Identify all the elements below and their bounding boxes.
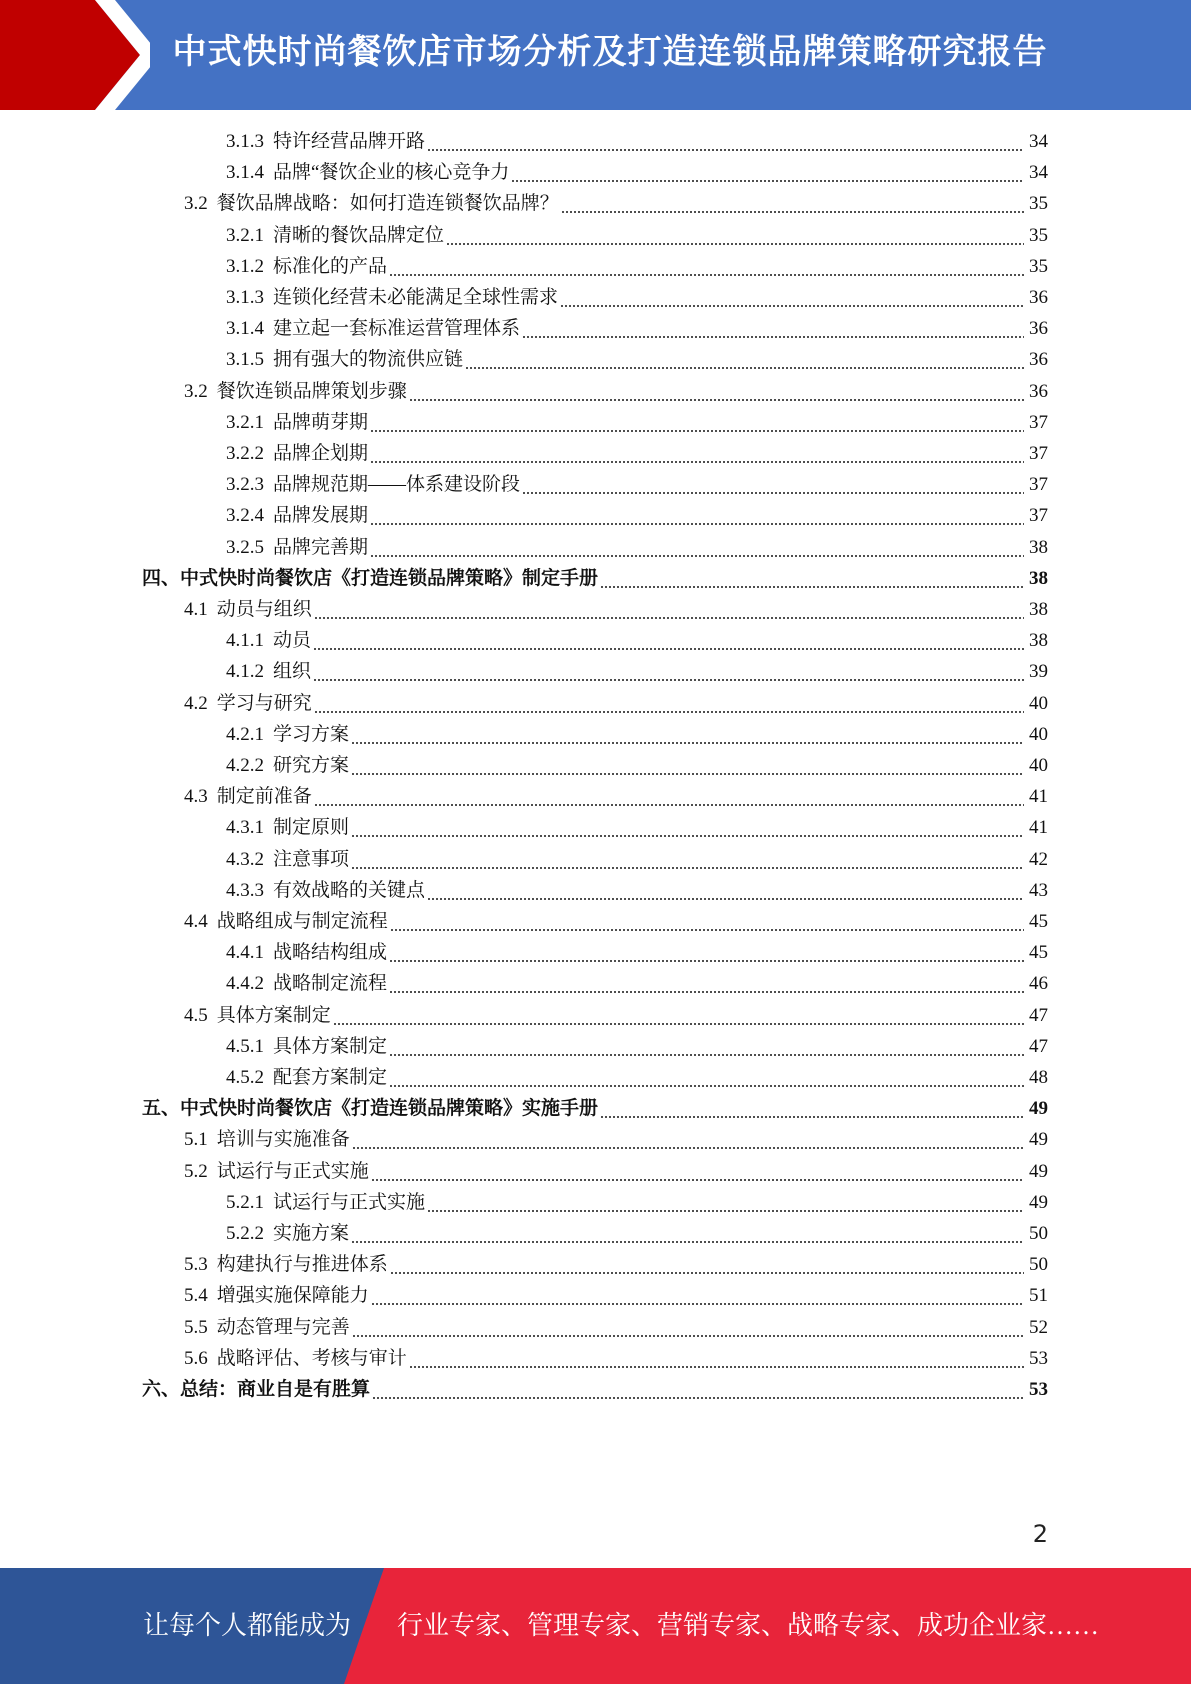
toc-entry-title: 品牌企划期 [273,443,369,464]
page-footer [0,1568,1191,1684]
toc-entry-page: 38 [1029,599,1048,620]
toc-entry-title: 品牌完善期 [273,537,369,558]
toc-entry-page: 50 [1029,1223,1048,1244]
toc-entry-page: 42 [1029,849,1048,870]
toc-entry-page: 50 [1029,1254,1048,1275]
toc-entry-page: 41 [1029,786,1048,807]
toc-entry-title: 培训与实施准备 [216,1129,350,1150]
toc-entry-number: 3.1.3 [226,131,264,152]
toc-entry-title: 标准化的产品 [273,256,388,277]
report-title: 中式快时尚餐饮店市场分析及打造连锁品牌策略研究报告 [172,32,1048,72]
toc-entry-number: 3.2.2 [226,443,264,464]
toc-dot-leader [351,1220,1024,1248]
toc-dot-leader [371,1158,1024,1186]
toc-entry[interactable] [226,346,1048,374]
toc-entry-number: 4.1 [184,599,208,620]
toc-entry-page: 36 [1029,318,1048,339]
toc-entry[interactable] [226,814,1048,842]
toc-entry[interactable] [226,939,1048,967]
toc-entry-title: 餐饮品牌战略：如何打造连锁餐饮品牌？ [216,193,559,214]
header-arrow-decoration [0,0,150,110]
toc-entry[interactable] [226,471,1048,499]
toc-entry-page: 52 [1029,1317,1048,1338]
toc-entry-page: 38 [1029,630,1048,651]
toc-dot-leader [427,877,1024,905]
toc-entry-page: 47 [1029,1005,1048,1026]
toc-entry-title: 连锁化经营未必能满足全球性需求 [273,287,559,308]
toc-entry-number: 5.3 [184,1254,208,1275]
toc-entry-page: 37 [1029,474,1048,495]
toc-entry-number: 4.1.2 [226,661,264,682]
toc-entry-number: 3.2.4 [226,505,264,526]
toc-entry-title: 战略结构组成 [273,942,388,963]
toc-entry[interactable] [226,1189,1048,1217]
toc-entry-page: 40 [1029,755,1048,776]
toc-entry-title: 制定原则 [273,817,350,838]
toc-entry-page: 43 [1029,880,1048,901]
toc-entry-number: 4.3.3 [226,880,264,901]
toc-dot-leader [561,190,1024,218]
toc-entry-number: 5.4 [184,1285,208,1306]
toc-entry[interactable] [184,596,1048,624]
toc-entry-page: 37 [1029,443,1048,464]
toc-entry-page: 35 [1029,256,1048,277]
toc-entry[interactable] [226,627,1048,655]
toc-entry-title: 注意事项 [273,849,350,870]
toc-entry-number: 3.2 [184,381,208,402]
toc-entry-number: 5.2.1 [226,1192,264,1213]
toc-dot-leader [370,534,1024,562]
toc-dot-leader [560,284,1024,312]
toc-entry-page: 49 [1029,1098,1048,1119]
toc-dot-leader [522,315,1024,343]
toc-entry-page: 36 [1029,381,1048,402]
toc-entry-page: 34 [1029,131,1048,152]
toc-dot-leader [333,1002,1024,1030]
toc-dot-leader [351,721,1024,749]
toc-entry-number: 4.2.1 [226,724,264,745]
toc-entry-page: 47 [1029,1036,1048,1057]
toc-entry-number: 5.5 [184,1317,208,1338]
toc-entry-title: 具体方案制定 [216,1005,331,1026]
toc-dot-leader [389,970,1024,998]
toc-dot-leader [313,627,1024,655]
toc-entry-number: 3.1.4 [226,162,264,183]
toc-entry-number: 3.2.5 [226,537,264,558]
toc-entry-title: 战略评估、考核与审计 [216,1348,407,1369]
toc-entry-number: 4.1.1 [226,630,264,651]
toc-entry[interactable] [226,284,1048,312]
toc-entry-page: 38 [1029,537,1048,558]
toc-entry-page: 40 [1029,724,1048,745]
toc-entry-page: 36 [1029,349,1048,370]
toc-entry[interactable] [226,534,1048,562]
toc-entry-title: 实施方案 [273,1223,350,1244]
toc-entry-title: 动员与组织 [216,599,312,620]
toc-entry-page: 49 [1029,1161,1048,1182]
toc-entry-number: 4.4.2 [226,973,264,994]
toc-entry[interactable] [184,690,1048,718]
toc-entry[interactable] [184,1282,1048,1310]
footer-slogan-right: 行业专家、管理专家、营销专家、战略专家、成功企业家…… [397,1611,1100,1640]
toc-entry-title: 清晰的餐饮品牌定位 [273,225,445,246]
toc-entry-number: 3.1.5 [226,349,264,370]
toc-entry-title: 战略组成与制定流程 [216,911,388,932]
toc-entry-number: 3.2.3 [226,474,264,495]
toc-dot-leader [351,814,1024,842]
toc-dot-leader [600,565,1024,593]
toc-entry-page: 35 [1029,225,1048,246]
toc-entry-title: 试运行与正式实施 [216,1161,369,1182]
toc-entry[interactable] [142,1095,1048,1123]
toc-entry-title: 试运行与正式实施 [273,1192,426,1213]
toc-entry-number: 5.6 [184,1348,208,1369]
toc-entry-page: 38 [1029,568,1048,589]
toc-dot-leader [600,1095,1024,1123]
toc-entry-title: 学习与研究 [216,693,312,714]
page-number: 2 [1032,1520,1048,1548]
toc-entry-title: 品牌“餐饮企业的核心竞争力 [273,162,510,183]
toc-entry[interactable] [226,253,1048,281]
toc-entry-number: 5.2.2 [226,1223,264,1244]
toc-entry-number: 5.1 [184,1129,208,1150]
toc-entry-title: 六、总结：商业自是有胜算 [142,1379,371,1400]
toc-entry-title: 战略制定流程 [273,973,388,994]
toc-dot-leader [370,440,1024,468]
toc-entry-number: 4.3.2 [226,849,264,870]
toc-entry[interactable] [184,1251,1048,1279]
toc-entry-title: 五、中式快时尚餐饮店《打造连锁品牌策略》实施手册 [142,1098,599,1119]
toc-entry-title: 制定前准备 [216,786,312,807]
toc-dot-leader [389,1064,1024,1092]
toc-entry[interactable] [142,565,1048,593]
toc-entry-page: 37 [1029,505,1048,526]
toc-dot-leader [352,1126,1024,1154]
toc-entry[interactable] [184,1158,1048,1186]
toc-entry-number: 4.4 [184,911,208,932]
toc-dot-leader [389,1033,1024,1061]
toc-dot-leader [372,1376,1024,1404]
toc-dot-leader [446,222,1024,250]
toc-entry-number: 4.2 [184,693,208,714]
toc-entry-number: 3.1.3 [226,287,264,308]
toc-dot-leader [313,658,1024,686]
toc-dot-leader [370,502,1024,530]
toc-entry-title: 组织 [273,661,312,682]
toc-entry-number: 4.4.1 [226,942,264,963]
toc-entry-number: 4.3 [184,786,208,807]
toc-dot-leader [351,752,1024,780]
toc-entry-page: 45 [1029,942,1048,963]
toc-entry-number: 4.5.1 [226,1036,264,1057]
toc-entry-number: 3.1.2 [226,256,264,277]
toc-entry-page: 40 [1029,693,1048,714]
toc-dot-leader [427,128,1024,156]
toc-entry[interactable] [226,846,1048,874]
toc-entry[interactable] [184,783,1048,811]
toc-entry-number: 3.2.1 [226,225,264,246]
toc-entry[interactable] [226,721,1048,749]
toc-entry-page: 49 [1029,1192,1048,1213]
toc-entry-page: 34 [1029,162,1048,183]
toc-entry[interactable] [184,1345,1048,1373]
toc-entry-title: 拥有强大的物流供应链 [273,349,464,370]
toc-entry-title: 特许经营品牌开路 [273,131,426,152]
toc-entry-page: 36 [1029,287,1048,308]
toc-entry-page: 41 [1029,817,1048,838]
toc-entry[interactable] [184,908,1048,936]
toc-entry[interactable] [226,315,1048,343]
toc-entry-page: 35 [1029,193,1048,214]
toc-entry-page: 49 [1029,1129,1048,1150]
toc-entry-title: 研究方案 [273,755,350,776]
toc-entry[interactable] [226,1064,1048,1092]
toc-dot-leader [522,471,1024,499]
toc-entry-number: 3.1.4 [226,318,264,339]
toc-entry-title: 建立起一套标准运营管理体系 [273,318,521,339]
toc-entry-title: 具体方案制定 [273,1036,388,1057]
toc-entry-number: 4.5 [184,1005,208,1026]
toc-entry[interactable] [226,1033,1048,1061]
toc-entry[interactable] [226,752,1048,780]
toc-entry[interactable] [226,159,1048,187]
toc-entry-title: 四、中式快时尚餐饮店《打造连锁品牌策略》制定手册 [142,568,599,589]
toc-entry[interactable] [226,409,1048,437]
toc-entry[interactable] [226,877,1048,905]
toc-dot-leader [409,378,1024,406]
toc-dot-leader [352,1314,1024,1342]
toc-entry[interactable] [184,190,1048,218]
toc-dot-leader [314,783,1024,811]
toc-entry-title: 餐饮连锁品牌策划步骤 [216,381,407,402]
toc-entry[interactable] [226,970,1048,998]
toc-dot-leader [371,1282,1024,1310]
toc-dot-leader [427,1189,1024,1217]
toc-entry-title: 配套方案制定 [273,1067,388,1088]
toc-entry-title: 有效战略的关键点 [273,880,426,901]
toc-entry-page: 51 [1029,1285,1048,1306]
toc-dot-leader [409,1345,1024,1373]
toc-entry[interactable] [184,1126,1048,1154]
toc-entry[interactable] [226,658,1048,686]
toc-entry-page: 46 [1029,973,1048,994]
toc-dot-leader [370,409,1024,437]
toc-entry-title: 动态管理与完善 [216,1317,350,1338]
toc-dot-leader [511,159,1024,187]
toc-entry-title: 构建执行与推进体系 [216,1254,388,1275]
toc-entry[interactable] [226,440,1048,468]
toc-entry[interactable] [226,1220,1048,1248]
toc-entry-number: 4.3.1 [226,817,264,838]
toc-dot-leader [314,690,1024,718]
toc-dot-leader [389,939,1024,967]
toc-entry[interactable] [184,378,1048,406]
toc-entry-title: 学习方案 [273,724,350,745]
toc-entry-number: 4.5.2 [226,1067,264,1088]
toc-entry[interactable] [226,222,1048,250]
toc-entry-page: 53 [1029,1348,1048,1369]
toc-entry-number: 5.2 [184,1161,208,1182]
toc-dot-leader [390,908,1024,936]
toc-entry-title: 动员 [273,630,312,651]
toc-entry-page: 39 [1029,661,1048,682]
toc-entry-title: 增强实施保障能力 [216,1285,369,1306]
toc-entry-number: 4.2.2 [226,755,264,776]
toc-dot-leader [390,1251,1024,1279]
toc-dot-leader [465,346,1024,374]
toc-entry-page: 48 [1029,1067,1048,1088]
toc-entry-number: 3.2.1 [226,412,264,433]
toc-entry-title: 品牌萌芽期 [273,412,369,433]
toc-entry-number: 3.2 [184,193,208,214]
toc-entry-page: 53 [1029,1379,1048,1400]
toc-entry-title: 品牌发展期 [273,505,369,526]
footer-slogan-left: 让每个人都能成为 [143,1611,352,1640]
toc-dot-leader [351,846,1024,874]
toc-entry[interactable] [184,1314,1048,1342]
page-header [0,0,1191,110]
toc-entry-page: 45 [1029,911,1048,932]
toc-entry-page: 37 [1029,412,1048,433]
toc-entry[interactable] [226,502,1048,530]
toc-entry[interactable] [142,1376,1048,1404]
toc-dot-leader [314,596,1024,624]
toc-dot-leader [389,253,1024,281]
toc-entry-title: 品牌规范期——体系建设阶段 [273,474,521,495]
toc-entry[interactable] [184,1002,1048,1030]
toc-entry[interactable] [226,128,1048,156]
